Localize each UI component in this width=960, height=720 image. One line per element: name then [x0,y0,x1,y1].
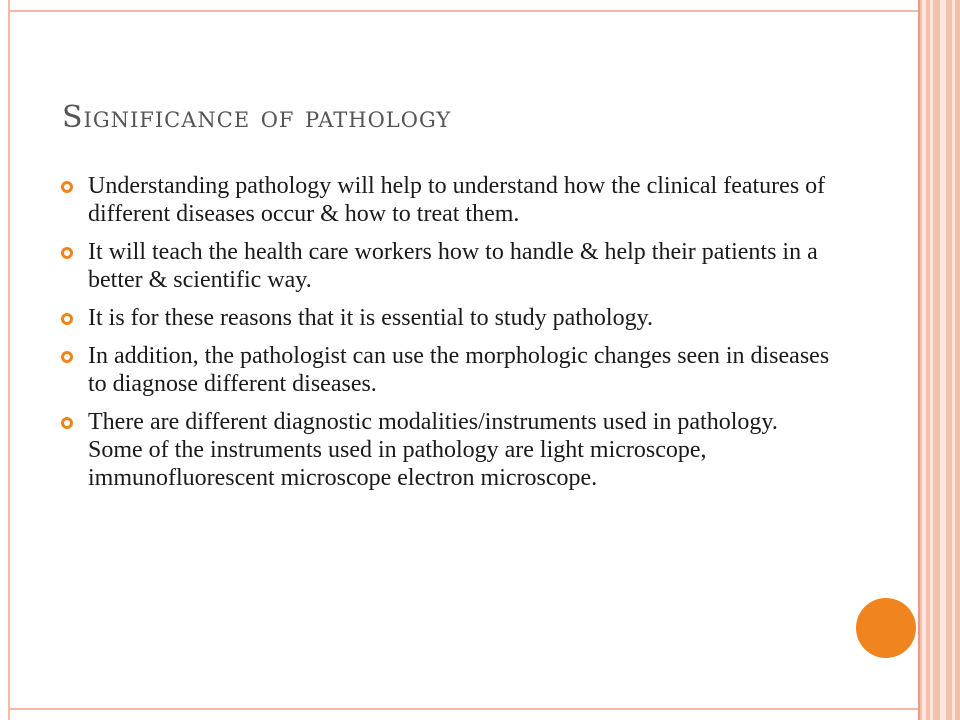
bullet-text: In addition, the pathologist can use the morphologic changes seen in diseases to diagnose different diseases. [88,343,830,397]
side-stripe [922,0,926,720]
ring-bullet-icon [60,180,74,194]
orange-circle-decoration [856,598,916,658]
ring-bullet-icon [60,246,74,260]
side-stripe [930,0,933,720]
bullet-item [58,342,838,398]
frame-top-line [8,10,918,12]
ring-bullet-icon [60,416,74,430]
bullet-text: It will teach the health care workers how to handle & help their patients in a better & scientific way. [88,239,818,293]
bullet-item [58,172,838,228]
frame-bottom-line [8,708,918,710]
ring-bullet-icon [60,350,74,364]
bullet-text: There are different diagnostic modalities/instruments used in pathology. Some of the instruments used in pathology are light microscope, immunofluorescent microscope electron microscope. [88,409,778,491]
bullet-list [58,172,838,502]
bullet-item [58,408,838,492]
bullet-item [58,304,838,332]
bullet-text: Understanding pathology will help to understand how the clinical features of different diseases occur & how to treat them. [88,173,826,227]
side-stripe [940,0,946,720]
slide-title: Significance of pathology [62,100,452,135]
ring-bullet-icon [60,312,74,326]
side-stripe [952,0,955,720]
frame-left-line [8,0,10,720]
bullet-text: It is for these reasons that it is essential to study pathology. [88,305,654,331]
side-edge-line [918,0,920,720]
bullet-item [58,238,838,294]
